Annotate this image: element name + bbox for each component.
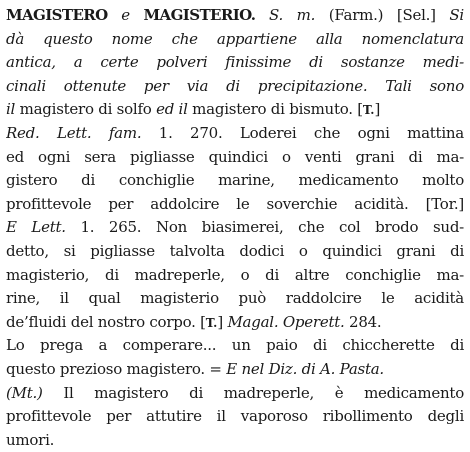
entry-line: [6, 358, 464, 382]
entry-text: ed ogni sera pigliasse quindici o venti grani di ma-: [6, 147, 464, 166]
italic-text: e: [107, 6, 144, 24]
entry-line: [6, 122, 464, 146]
entry-text: profittevole per addolcire le soverchie acidità. [Tor.]: [6, 194, 464, 213]
entry-line: [6, 146, 464, 170]
entry-text: 1. 270. Loderei che ogni mattina: [141, 123, 464, 142]
entry-line: [6, 4, 464, 28]
entry-line: [6, 193, 464, 217]
entry-line: [6, 75, 464, 99]
entry-line: [6, 28, 464, 52]
italic-text: E Lett.: [6, 218, 66, 237]
source-abbreviation: T.: [362, 103, 375, 118]
entry-text: 284.: [344, 312, 382, 331]
entry-text: profittevole per attutire il vaporoso ribollimento degli: [6, 407, 464, 426]
italic-text: dà questo nome che appartiene alla nomenclatura: [6, 29, 464, 48]
headword: MAGISTERIO.: [143, 6, 256, 24]
source-abbreviation: T.: [205, 315, 218, 330]
entry-line: [6, 429, 464, 452]
entry-text: ]: [374, 100, 381, 119]
entry-line: [6, 240, 464, 264]
italic-text: Magal. Operett.: [227, 312, 345, 331]
entry-line: [6, 264, 464, 288]
entry-line: [6, 405, 464, 429]
entry-text: umori.: [6, 430, 55, 449]
entry-text: magistero di solfo: [15, 100, 157, 119]
entry-line: [6, 382, 464, 406]
italic-text: antica, a certe polveri finissime di sostanze medi-: [6, 53, 464, 72]
dictionary-entry-magistero: [6, 4, 464, 452]
entry-line: [6, 287, 464, 311]
italic-text: il: [6, 100, 16, 119]
entry-text: rine, il qual magisterio può raddolcire le acidità: [6, 289, 464, 308]
entry-text: 1. 265. Non biasimerei, che col brodo sud-: [65, 218, 464, 237]
entry-text: Il magistero di madreperle, è medicamento: [42, 383, 464, 402]
entry-line: [6, 51, 464, 75]
entry-line: [6, 216, 464, 240]
entry-text: questo prezioso magistero. =: [6, 359, 227, 378]
entry-text: magistero di bismuto. [: [187, 100, 363, 119]
italic-text: S. m.: [255, 6, 316, 24]
italic-text: Si: [449, 6, 464, 24]
entry-line: [6, 98, 464, 122]
italic-text: E nel Diz. di A. Pasta.: [226, 359, 384, 378]
entry-text: detto, si pigliasse talvolta dodici o quindici grani di: [6, 241, 464, 260]
entry-text: magisterio, di madreperle, o di altre conchiglie ma-: [6, 265, 464, 284]
italic-text: (Mt.): [6, 383, 43, 402]
entry-text: gistero di conchiglie marine, medicamento molto: [6, 171, 464, 190]
headword: MAGISTERO: [6, 6, 108, 24]
entry-text: ]: [217, 312, 228, 331]
italic-text: cinali ottenute per via di precipitazione. Tali sono: [6, 76, 464, 95]
italic-text: Red. Lett. fam.: [6, 123, 142, 142]
entry-text: de’fluidi del nostro corpo. [: [6, 312, 206, 331]
entry-line: [6, 334, 464, 358]
entry-line: [6, 169, 464, 193]
italic-text: ed il: [156, 100, 188, 119]
entry-text: Lo prega a comperare... un paio di chiccherette di: [6, 336, 464, 355]
entry-text: (Farm.) [Sel.]: [315, 6, 450, 24]
entry-line: [6, 311, 464, 335]
